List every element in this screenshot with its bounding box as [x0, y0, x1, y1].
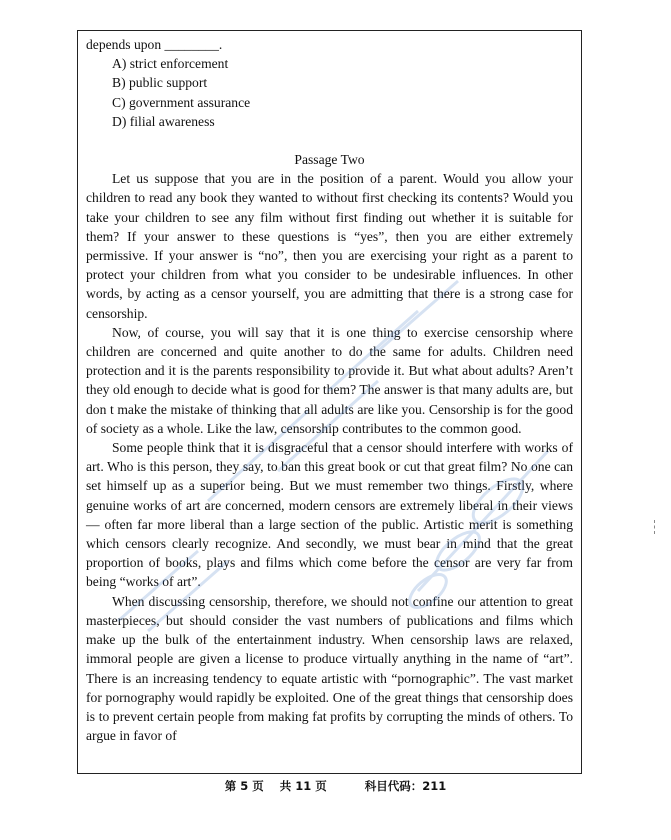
margin-mark [654, 520, 657, 534]
paragraph-4: When discussing censorship, therefore, we should not confine our attention to great masterpieces, but should consider the vast numbers of publications and films which make up the bulk of the entertainment industry. When censorship laws are relaxed, immoral people are given a license to produce virtually anything in the name of “art”. There is an increasing tendency to equate artistic with “pornographic”. The vast market for pornography would rapidly be exploited. One of the great things that censorship does is to prevent certain people from making fat profits by corrupting the minds of others. To argue in favor of [86, 593, 573, 744]
paragraph-1: Let us suppose that you are in the position of a parent. Would you allow your children to read any book they wanted to without first checking its contents? Would you take your children to see any film without first finding out whether it is suitable for them? If your answer to these questions is “yes”, then you are either extremely permissive. If your answer is “no”, then you are exercising your right as a parent to protect your children from what you consider to be undesirable influences. In other words, by acting as a censor yourself, you are admitting that there is a strong case for censorship. [86, 171, 573, 321]
page-total: 共 11 页 [279, 779, 327, 793]
option-a: A) strict enforcement [112, 56, 229, 72]
content-frame [77, 30, 582, 774]
page-number: 第 5 页 [224, 779, 264, 793]
option-b: B) public support [112, 75, 208, 91]
answer-options [86, 54, 573, 131]
text-body [86, 35, 573, 745]
page-footer [0, 778, 671, 794]
passage-title: Passage Two [294, 152, 365, 168]
paragraph-3: Some people think that it is disgraceful that a censor should interfere with works of art. Who is this person, they say, to ban this great book or cut that great film? No one can set himself up as a superior being. But we must remember two things. Firstly, where genuine works of art are concerned, modern censors are extremely liberal in their views — often far more liberal than a large section of the public. Artistic merit is something which censors clearly recognize. And secondly, we must bear in mind that the great proportion of books, plays and films which come before the censor are very far from being “works of art”. [86, 440, 573, 590]
option-d: D) filial awareness [112, 113, 215, 129]
question-stem: depends upon ________. [86, 37, 223, 52]
option-c: C) government assurance [112, 94, 251, 110]
paragraph-2: Now, of course, you will say that it is one thing to exercise censorship where children are concerned and quite another to do the same for adults. Children need protection and it is the parents responsibility to provide it. But what about adults? Aren’t they old enough to decide what is good for them? The answer is that many adults are, but don t make the mistake of thinking that all adults are like you. Censorship is for the good of society as a whole. Like the law, censorship contributes to the common good. [86, 324, 573, 436]
subject-code: 科目代码：211 [364, 779, 447, 793]
